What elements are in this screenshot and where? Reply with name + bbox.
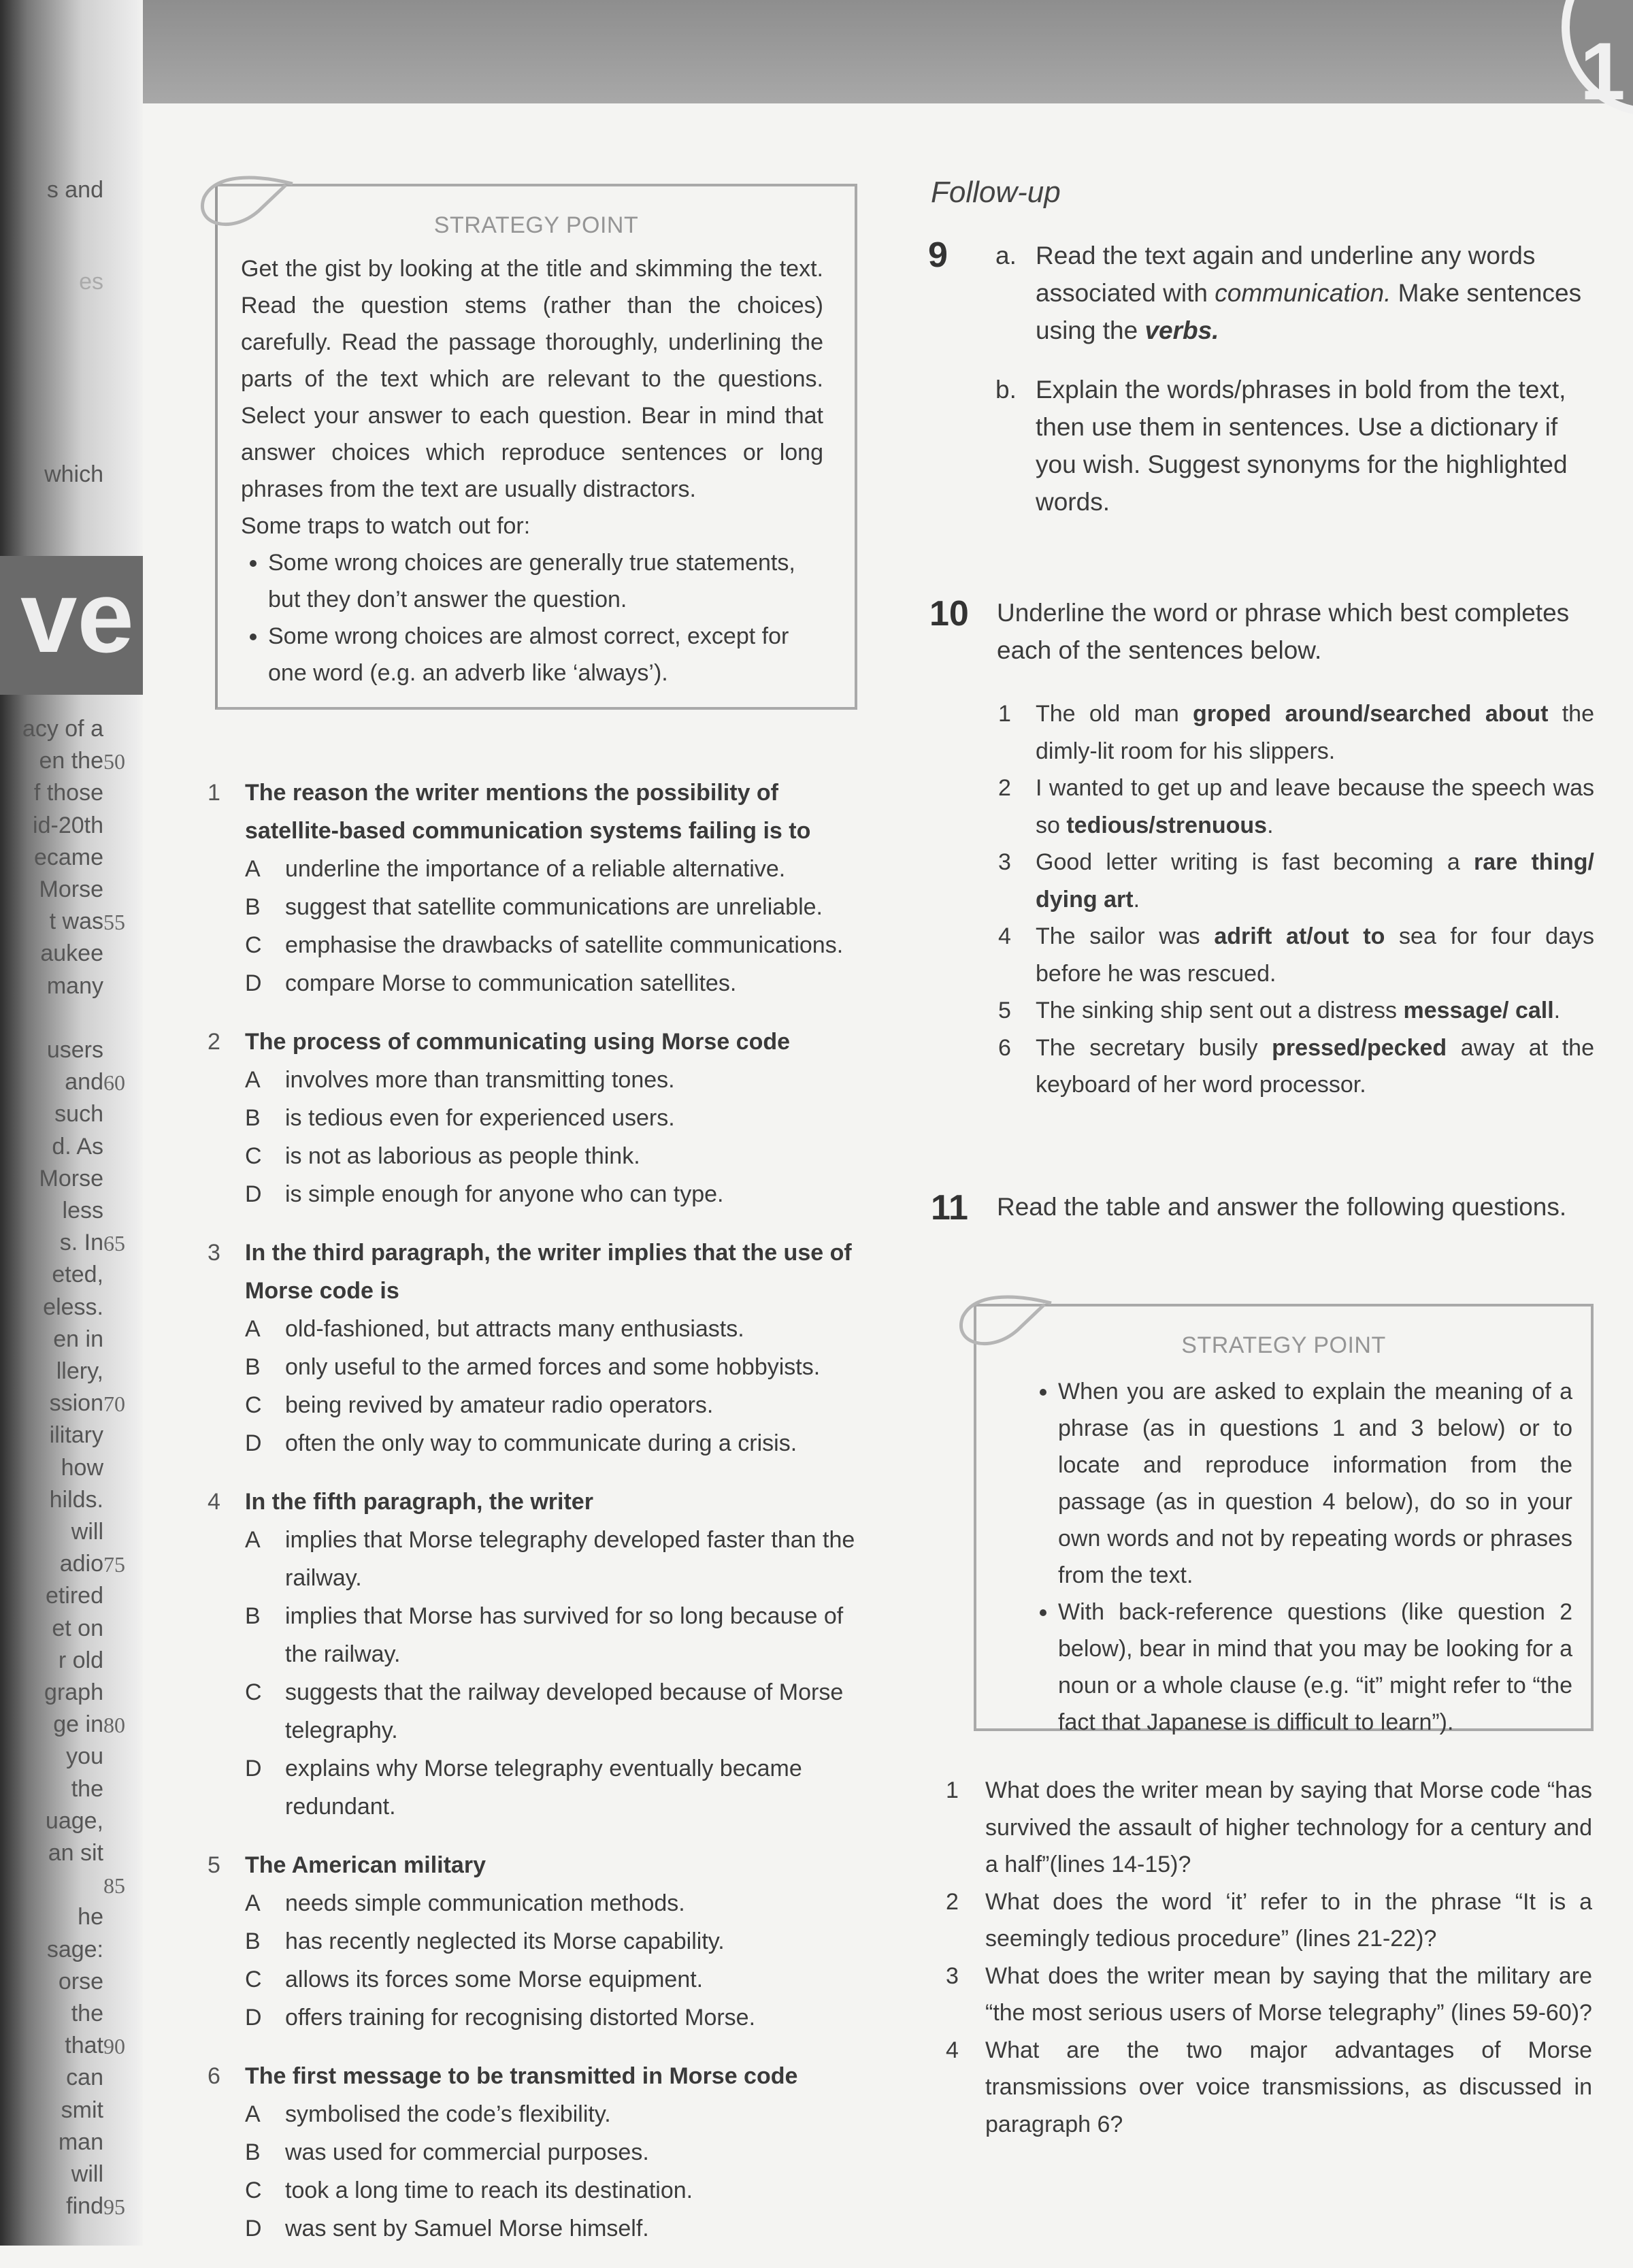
item-text [1036,844,1594,918]
option-letter: D [245,2216,262,2241]
line-number: 60 [103,1070,125,1096]
option-letter: B [245,1354,261,1380]
option-text: often the only way to communicate during a crisis. [285,1430,797,1456]
left-page-line: r old [58,1647,103,1673]
emphasized-text: rare thing/ dying art [1036,849,1595,913]
exercise-10-item [998,770,1594,844]
left-page-line: ssion [49,1390,103,1417]
answer-option-B[interactable] [208,1099,861,1137]
text-segment: Good letter writing is fast becoming a [1036,849,1474,875]
exercise-9b-label: b. [995,376,1017,404]
option-letter: D [245,2005,262,2031]
question-stem: The American military [245,1852,486,1878]
question-stem: In the fifth paragraph, the writer [245,1489,593,1515]
option-letter: C [245,2177,262,2203]
option-text: offers training for recognising distorted Morse. [285,2005,756,2031]
option-text: involves more than transmitting tones. [285,1067,675,1093]
question-number: 5 [208,1852,220,1878]
left-page-line: he [78,1904,103,1930]
exercise-11-instruction: Read the table and answer the following questions. [997,1193,1567,1221]
option-letter: A [245,856,261,882]
text-segment: The sailor was [1036,923,1215,949]
text-segment: . [1267,812,1274,838]
answer-option-B[interactable] [208,1348,861,1386]
question-number: 2 [946,1888,959,1915]
left-page-line: find [66,2193,103,2220]
left-page-line: aukee [40,940,103,967]
question-text: What are the two major advantages of Morse transmissions over voice transmissions, as discussed in paragraph 6? [985,2037,1592,2137]
option-letter: D [245,1181,262,1207]
left-page-line: graph [44,1679,103,1705]
question-3 [208,1234,861,1462]
exercise-number: 9 [928,235,948,275]
question-number: 1 [946,1777,959,1803]
item-text [1036,770,1594,844]
line-number: 95 [103,2195,125,2220]
option-text: explains why Morse telegraphy eventually became redundant. [285,1756,802,1820]
item-number: 6 [998,1034,1011,1061]
left-page-line: ilitary [49,1422,103,1449]
left-page-fragment: s and [46,177,103,203]
answer-option-D[interactable] [208,2209,861,2248]
option-letter: C [245,932,262,958]
left-page-line: an sit [48,1840,103,1866]
answer-option-D[interactable] [208,1175,861,1213]
left-page-line: many [46,972,103,999]
emphasized-text: message/ call [1403,998,1554,1023]
exercise-9a-label: a. [995,242,1017,269]
answer-option-B[interactable] [208,1922,861,1960]
option-text: only useful to the armed forces and some hobbyists. [285,1354,821,1380]
left-page-line: f those [33,780,103,806]
question-number: 4 [208,1489,220,1515]
exercise-10-items [998,695,1594,1104]
line-number: 50 [103,749,125,774]
option-letter: B [245,2139,261,2165]
option-text: suggests that the railway developed because of Morse telegraphy. [285,1679,844,1743]
emphasized-text: tedious/strenuous [1066,812,1268,838]
exercise-10-item [998,695,1594,770]
left-page-fragment: es [79,269,103,295]
option-text: suggest that satellite communications are unreliable. [285,894,823,920]
option-letter: A [245,1527,261,1553]
item-text [1036,1030,1594,1104]
exercise-11-question [946,1884,1592,1958]
comprehension-questions [208,774,861,2268]
answer-option-B[interactable] [208,1597,861,1673]
strategy-intro: Get the gist by looking at the title and skimming the text. Read the question stems (rather than the choices) carefully. Read the passage thoroughly, underlining the parts of the text which are relevant to the questions. Select your answer to each question. Bear in mind that answer choices which reproduce sentences or long phrases from the text are usually distractors. [241,256,823,502]
answer-option-D[interactable] [208,1424,861,1462]
exercise-9a-text [1036,237,1594,349]
answer-option-C[interactable] [208,2171,861,2209]
left-page-line: ecame [33,844,103,870]
left-page-line: such [54,1101,103,1128]
strategy-bullet: • With back-reference questions (like question 2 below), bear in mind that you may be looking for a noun or a whole clause (e.g. “it” might refer to “the fact that Japanese is difficult to learn”). [1058,1594,1572,1741]
question-stem: The reason the writer mentions the possibility of satellite-based communication systems failing is to [245,780,811,844]
left-page-line: Morse [39,1165,103,1191]
option-letter: C [245,1967,262,1992]
option-letter: D [245,1756,262,1781]
question-stem: The process of communicating using Morse code [245,1029,791,1055]
exercise-number: 10 [929,594,969,634]
answer-option-C[interactable] [208,1960,861,1999]
option-letter: D [245,1430,262,1456]
strategy-point-title: STRATEGY POINT [1181,1332,1386,1358]
item-number: 3 [998,849,1011,875]
question-4 [208,1483,861,1826]
item-number: 2 [998,775,1011,801]
answer-option-C[interactable] [208,1673,861,1749]
question-5 [208,1846,861,2037]
option-letter: D [245,970,262,996]
option-letter: A [245,1316,261,1342]
item-text [1036,695,1594,770]
answer-option-D[interactable] [208,1999,861,2037]
answer-option-C[interactable] [208,926,861,964]
exercise-11-question [946,1772,1592,1884]
strategy-point-body [241,250,823,691]
left-page-line: will [71,1519,103,1545]
question-stem: The first message to be transmitted in Morse code [245,2063,798,2089]
left-page-line: acy of a [22,716,103,742]
left-page-heading: ve [20,559,134,674]
strategy-bullet: • When you are asked to explain the meaning of a phrase (as in questions 1 and 3 below) or to locate and reproduce information from the passage (as in question 4 below), do so in your own words and not by repeating words or phrases from the text. [1058,1373,1572,1594]
left-page-line: en in [53,1326,103,1352]
line-number: 75 [103,1552,125,1577]
unit-number: 1 [1580,26,1626,117]
left-page-line: s. In [59,1230,103,1256]
option-text: has recently neglected its Morse capability. [285,1928,725,1954]
option-text: being revived by amateur radio operators. [285,1392,714,1418]
answer-option-D[interactable] [208,964,861,1002]
line-number: 90 [103,2034,125,2059]
left-page-line: man [58,2129,103,2155]
answer-option-B[interactable] [208,888,861,926]
left-page-line: can [66,2065,103,2091]
option-text: underline the importance of a reliable alternative. [285,856,786,882]
strategy-point-title: STRATEGY POINT [433,212,639,238]
followup-heading: Follow-up [931,176,1061,209]
question-number: 4 [946,2037,959,2063]
exercise-10-item [998,1030,1594,1104]
left-page-line: smit [61,2097,103,2123]
option-text: symbolised the code’s flexibility. [285,2101,611,2127]
text-segment: The old man [1036,701,1193,727]
question-number: 3 [208,1240,220,1266]
text-segment: . [1553,998,1561,1023]
item-text [1036,918,1594,992]
text-segment: I wanted to get up and leave because the speech was so [1036,775,1594,838]
option-text: compare Morse to communication satellites. [285,970,737,996]
exercise-10-instruction: Underline the word or phrase which best completes each of the sentences below. [997,599,1570,664]
answer-option-C[interactable] [208,1386,861,1424]
left-page-line: and [65,1069,103,1096]
option-text: emphasise the drawbacks of satellite communications. [285,932,844,958]
option-letter: B [245,1603,261,1629]
item-number: 4 [998,923,1011,949]
exercise-10-item [998,918,1594,992]
option-text: was sent by Samuel Morse himself. [285,2216,649,2241]
left-page-fragment: which [44,461,103,487]
text-segment: sea for four days before he was rescued. [1036,923,1594,987]
question-2 [208,1023,861,1213]
left-page-line: how [61,1454,103,1481]
text-segment: . [1133,886,1140,913]
line-number: 70 [103,1392,125,1417]
text-segment: Make sentences using the [1036,279,1582,344]
question-text: What does the writer mean by saying that the military are “the most serious users of Morse telegraphy” (lines 59-60)? [985,1962,1592,2026]
left-page-line: uage, [45,1807,103,1834]
left-page-line: t was [49,908,103,935]
left-page-line: will [71,2161,103,2187]
strategy-point-box [974,1304,1594,1735]
emphasized-text: pressed/pecked [1272,1034,1447,1061]
line-number: 65 [103,1231,125,1256]
question-1 [208,774,861,1002]
option-text: is not as laborious as people think. [285,1143,640,1169]
option-text: allows its forces some Morse equipment. [285,1967,704,1992]
strategy-point-box [215,184,857,710]
left-page-line: less [62,1198,103,1223]
strategy-bullet: • Some wrong choices are generally true statements, but they don’t answer the question. [268,544,823,618]
option-text: is tedious even for experienced users. [285,1105,675,1131]
emphasized-text: communication. [1215,279,1391,307]
left-page-line: llery, [56,1358,103,1384]
strategy-bullet: • Some wrong choices are almost correct, except for one word (e.g. an adverb like ‘always’). [268,618,823,691]
answer-option-C[interactable] [208,1137,861,1175]
text-segment: the dimly-lit room for his slippers. [1036,701,1594,764]
option-text: was used for commercial purposes. [285,2139,649,2165]
option-text: took a long time to reach its destination. [285,2177,693,2203]
question-number: 2 [208,1029,220,1055]
left-page-line: en the [39,748,103,774]
left-page-line: Morse [39,876,103,902]
item-number: 1 [998,701,1011,727]
question-text: What does the word ‘it’ refer to in the phrase “It is a seemingly tedious procedure” (lines 21-22)? [985,1888,1592,1952]
line-number: 55 [103,910,125,935]
exercise-10-item [998,844,1594,918]
text-segment: Explain the words/phrases in bold from the text, then use them in sentences. Use a dictionary if you wish. Suggest synonyms for the highlighted words. [1036,376,1568,516]
question-number: 6 [208,2063,220,2089]
left-page-line: eted, [52,1262,103,1288]
line-number: 80 [103,1713,125,1738]
exercise-11-question [946,2032,1592,2143]
left-page-line: you [66,1743,103,1770]
exercise-11-question [946,1958,1592,2032]
option-text: old-fashioned, but attracts many enthusiasts. [285,1316,744,1342]
left-page-line: that [65,2033,103,2059]
question-number: 1 [208,780,220,806]
option-letter: A [245,1067,261,1093]
text-segment: Read the text again and underline any words associated with [1036,242,1536,307]
item-number: 5 [998,998,1011,1023]
left-page-line: the [71,1775,103,1802]
exercise-10-item [998,992,1594,1030]
emphasized-text: groped around/searched about [1193,701,1549,727]
left-page-line: adio [59,1551,103,1577]
option-text: is simple enough for anyone who can type. [285,1181,724,1207]
option-letter: A [245,1890,261,1916]
header-band [143,0,1633,103]
left-page-line: ge in [53,1711,103,1738]
answer-option-A[interactable] [208,850,861,888]
item-text [1036,992,1594,1030]
left-page-line: sage: [46,1936,103,1962]
option-text: implies that Morse telegraphy developed faster than the railway. [285,1527,855,1591]
question-stem: In the third paragraph, the writer implies that the use of Morse code is [245,1240,852,1304]
option-letter: C [245,1143,262,1169]
option-letter: A [245,2101,261,2127]
exercise-11-questions [946,1772,1592,2143]
answer-option-A[interactable] [208,1061,861,1099]
answer-option-A[interactable] [208,2095,861,2133]
answer-option-B[interactable] [208,2133,861,2171]
left-page-line: et on [52,1615,103,1641]
option-text: needs simple communication methods. [285,1890,685,1916]
strategy-traps-label: Some traps to watch out for: [241,513,531,539]
answer-option-D[interactable] [208,1749,861,1826]
line-number: 85 [103,1873,125,1899]
left-page-line: hilds. [49,1486,103,1513]
option-letter: B [245,1105,261,1131]
option-letter: B [245,894,261,920]
left-page-line: eless. [43,1294,103,1320]
emphasized-text: verbs. [1144,316,1219,344]
left-page-line: users [46,1037,103,1063]
question-number: 3 [946,1962,959,1989]
swirl-decoration-icon [949,1289,1072,1364]
left-page-line: id-20th [33,812,103,838]
answer-option-A[interactable] [208,1884,861,1922]
left-page-line: etired [45,1583,103,1609]
text-segment: The sinking ship sent out a distress [1036,998,1404,1023]
option-letter: C [245,1679,262,1705]
text-segment: away at the keyboard of her word processor. [1036,1034,1594,1098]
option-text: implies that Morse has survived for so long because of the railway. [285,1603,844,1667]
strategy-point-body [1020,1373,1572,1741]
swirl-decoration-icon [191,170,313,245]
left-page-line: d. As [52,1133,103,1160]
exercise-number: 11 [931,1188,968,1228]
left-page-line: orse [58,1968,103,1994]
left-page-line: the [71,2001,103,2026]
answer-option-A[interactable] [208,1310,861,1348]
text-segment: The secretary busily [1036,1034,1272,1061]
option-letter: B [245,1928,261,1954]
answer-option-A[interactable] [208,1521,861,1597]
question-text: What does the writer mean by saying that Morse code “has survived the assault of higher technology for a century and a half”(lines 14-15)? [985,1777,1592,1877]
option-letter: C [245,1392,262,1418]
emphasized-text: adrift at/out to [1214,923,1385,949]
question-6 [208,2057,861,2248]
exercise-9b-text [1036,371,1594,521]
